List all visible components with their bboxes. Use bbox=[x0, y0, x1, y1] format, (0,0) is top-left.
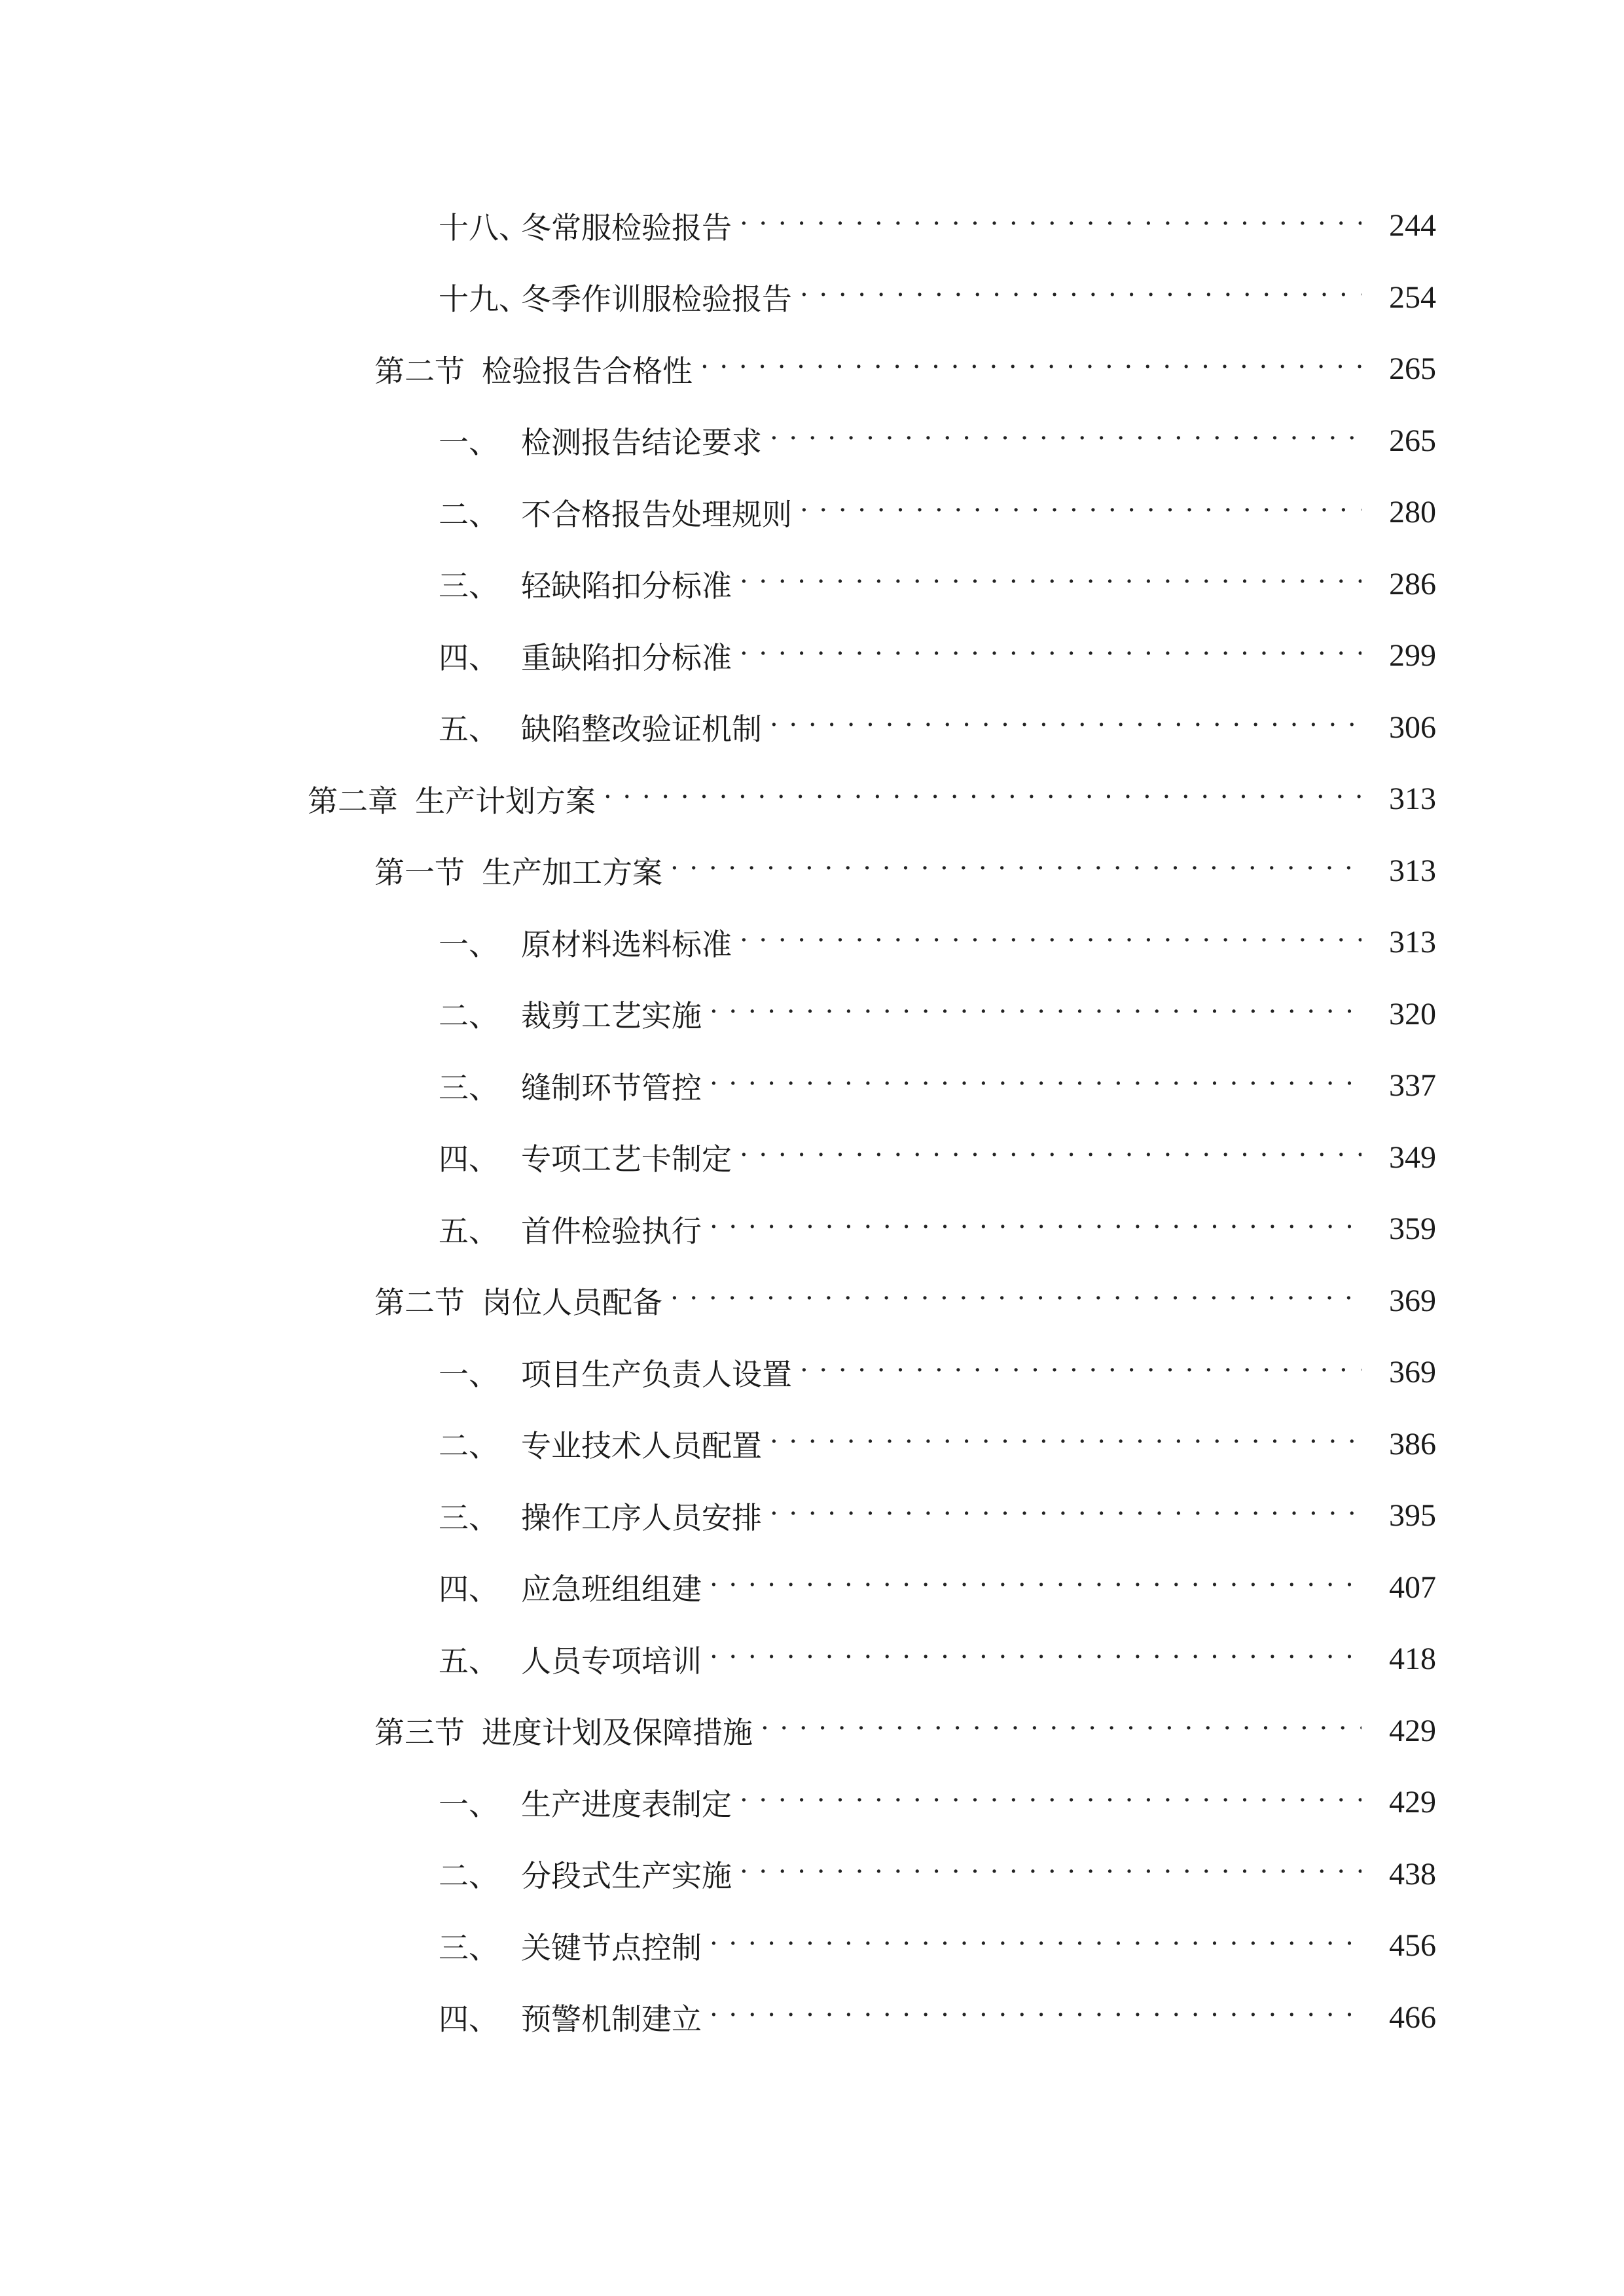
dot-leader bbox=[710, 1063, 1362, 1109]
dot-leader bbox=[604, 776, 1362, 822]
toc-entry-title: 人员专项培训 bbox=[521, 1643, 702, 1679]
dot-leader bbox=[740, 633, 1362, 679]
dot-leader bbox=[740, 1134, 1362, 1180]
toc-entry[interactable] bbox=[0, 978, 1624, 1050]
toc-entry-number: 一、 bbox=[439, 425, 499, 461]
toc-entry-title: 项目生产负责人设置 bbox=[521, 1356, 792, 1392]
toc-entry-page: 395 bbox=[1389, 1498, 1436, 1534]
toc-entry-page: 429 bbox=[1389, 1713, 1436, 1748]
toc-entry[interactable] bbox=[0, 1336, 1624, 1408]
dot-leader bbox=[710, 991, 1362, 1037]
toc-entry-page: 429 bbox=[1389, 1785, 1436, 1820]
dot-leader bbox=[710, 1206, 1362, 1252]
toc-entry-number: 四、 bbox=[439, 1571, 499, 1607]
toc-entry-title: 裁剪工艺实施 bbox=[521, 998, 702, 1034]
toc-entry-page: 337 bbox=[1389, 1068, 1436, 1103]
toc-entry-number: 四、 bbox=[439, 639, 499, 675]
toc-entry-title: 原材料选料标准 bbox=[521, 926, 732, 962]
toc-entry-page: 369 bbox=[1389, 1283, 1436, 1318]
dot-leader bbox=[800, 1350, 1362, 1395]
dot-leader bbox=[770, 418, 1362, 463]
toc-entry-page: 299 bbox=[1389, 638, 1436, 673]
toc-entry-page: 349 bbox=[1389, 1139, 1436, 1175]
toc-entry-page: 313 bbox=[1389, 925, 1436, 960]
toc-entry-number: 一、 bbox=[439, 926, 499, 962]
toc-entry[interactable] bbox=[0, 190, 1624, 262]
toc-section-entry[interactable] bbox=[0, 1265, 1624, 1337]
toc-entry-page: 359 bbox=[1389, 1211, 1436, 1247]
toc-entry[interactable] bbox=[0, 1552, 1624, 1624]
dot-leader bbox=[761, 1708, 1362, 1753]
toc-entry[interactable] bbox=[0, 1480, 1624, 1552]
toc-entry[interactable] bbox=[0, 476, 1624, 548]
toc-entry[interactable] bbox=[0, 262, 1624, 334]
toc-entry-page: 456 bbox=[1389, 1928, 1436, 1964]
dot-leader bbox=[740, 203, 1362, 249]
dot-leader bbox=[670, 1278, 1362, 1323]
toc-entry[interactable] bbox=[0, 692, 1624, 764]
toc-entry-title: 分段式生产实施 bbox=[521, 1858, 732, 1894]
toc-entry[interactable] bbox=[0, 1982, 1624, 2054]
toc-entry-title: 预警机制建立 bbox=[521, 2001, 702, 2037]
dot-leader bbox=[710, 1564, 1362, 1610]
toc-entry-title: 缝制环节管控 bbox=[521, 1069, 702, 1105]
toc-entry-title: 应急班组组建 bbox=[521, 1571, 702, 1607]
toc-entry-title: 重缺陷扣分标准 bbox=[521, 639, 732, 675]
toc-entry-page: 438 bbox=[1389, 1856, 1436, 1892]
toc-entry-page: 265 bbox=[1389, 423, 1436, 458]
dot-leader bbox=[740, 1780, 1362, 1825]
toc-entry-number: 二、 bbox=[439, 1858, 499, 1894]
toc-entry-number: 五、 bbox=[439, 711, 499, 747]
toc-entry-number: 四、 bbox=[439, 1141, 499, 1177]
toc-entry-title: 关键节点控制 bbox=[521, 1929, 702, 1965]
table-of-contents bbox=[0, 190, 1624, 2053]
toc-entry-title: 首件检验执行 bbox=[521, 1213, 702, 1249]
toc-entry-number: 三、 bbox=[439, 1069, 499, 1105]
toc-entry-number: 第一节 bbox=[374, 855, 465, 891]
toc-entry-page: 313 bbox=[1389, 853, 1436, 888]
dot-leader bbox=[740, 920, 1362, 965]
dot-leader bbox=[710, 1636, 1362, 1682]
toc-entry-page: 265 bbox=[1389, 351, 1436, 387]
toc-entry[interactable] bbox=[0, 1767, 1624, 1839]
toc-entry-page: 244 bbox=[1389, 208, 1436, 243]
toc-entry-page: 254 bbox=[1389, 279, 1436, 315]
toc-entry-page: 466 bbox=[1389, 2000, 1436, 2035]
dot-leader bbox=[770, 704, 1362, 750]
toc-entry-number: 十八、 bbox=[439, 209, 529, 245]
toc-entry-number: 四、 bbox=[439, 2001, 499, 2037]
toc-entry-title: 专项工艺卡制定 bbox=[521, 1141, 732, 1177]
toc-entry-page: 313 bbox=[1389, 781, 1436, 817]
dot-leader bbox=[710, 1994, 1362, 2040]
toc-entry-number: 五、 bbox=[439, 1213, 499, 1249]
toc-entry-title: 缺陷整改验证机制 bbox=[521, 711, 762, 747]
toc-entry-title: 生产进度表制定 bbox=[521, 1786, 732, 1822]
toc-entry-title: 检测报告结论要求 bbox=[521, 425, 762, 461]
toc-entry-number: 三、 bbox=[439, 1499, 499, 1535]
toc-entry-number: 三、 bbox=[439, 568, 499, 604]
toc-entry-number: 二、 bbox=[439, 496, 499, 532]
toc-entry-number: 一、 bbox=[439, 1356, 499, 1392]
toc-entry-page: 369 bbox=[1389, 1355, 1436, 1390]
toc-entry[interactable] bbox=[0, 1193, 1624, 1265]
dot-leader bbox=[740, 1851, 1362, 1897]
toc-section-entry[interactable] bbox=[0, 333, 1624, 405]
toc-entry-title: 操作工序人员安排 bbox=[521, 1499, 762, 1535]
toc-entry[interactable] bbox=[0, 548, 1624, 620]
dot-leader bbox=[700, 346, 1362, 392]
dot-leader bbox=[800, 490, 1362, 535]
toc-section-entry[interactable] bbox=[0, 1695, 1624, 1767]
toc-entry-page: 306 bbox=[1389, 709, 1436, 745]
dot-leader bbox=[670, 848, 1362, 893]
dot-leader bbox=[800, 274, 1362, 320]
toc-chapter-entry[interactable] bbox=[0, 763, 1624, 835]
toc-entry-page: 286 bbox=[1389, 566, 1436, 601]
toc-entry[interactable] bbox=[0, 1839, 1624, 1910]
toc-entry[interactable] bbox=[0, 906, 1624, 978]
toc-entry-number: 二、 bbox=[439, 998, 499, 1034]
toc-entry[interactable] bbox=[0, 1408, 1624, 1480]
dot-leader bbox=[710, 1923, 1362, 1969]
toc-entry-page: 407 bbox=[1389, 1570, 1436, 1605]
toc-entry-number: 十九、 bbox=[439, 281, 529, 317]
toc-entry-title: 冬季作训服检验报告 bbox=[521, 281, 792, 317]
toc-entry-title: 检验报告合格性 bbox=[482, 353, 693, 389]
toc-entry-page: 320 bbox=[1389, 996, 1436, 1031]
toc-section-entry[interactable] bbox=[0, 835, 1624, 907]
toc-entry-number: 五、 bbox=[439, 1643, 499, 1679]
dot-leader bbox=[770, 1493, 1362, 1539]
toc-entry-number: 第二节 bbox=[374, 1285, 465, 1321]
toc-entry-title: 不合格报告处理规则 bbox=[521, 496, 792, 532]
toc-entry-title: 冬常服检验报告 bbox=[521, 209, 732, 245]
toc-entry[interactable] bbox=[0, 405, 1624, 477]
toc-entry-title: 轻缺陷扣分标准 bbox=[521, 568, 732, 604]
toc-entry-title: 生产加工方案 bbox=[482, 855, 662, 891]
toc-entry-number: 第二节 bbox=[374, 353, 465, 389]
toc-entry[interactable] bbox=[0, 620, 1624, 692]
toc-entry-number: 二、 bbox=[439, 1428, 499, 1464]
toc-entry-title: 生产计划方案 bbox=[415, 783, 596, 819]
dot-leader bbox=[770, 1421, 1362, 1467]
toc-entry-page: 386 bbox=[1389, 1426, 1436, 1462]
toc-entry[interactable] bbox=[0, 1050, 1624, 1122]
toc-entry-page: 418 bbox=[1389, 1641, 1436, 1677]
toc-entry-title: 岗位人员配备 bbox=[482, 1285, 662, 1321]
toc-entry-number: 第二章 bbox=[308, 783, 398, 819]
dot-leader bbox=[740, 561, 1362, 607]
toc-entry[interactable] bbox=[0, 1122, 1624, 1194]
toc-entry-number: 一、 bbox=[439, 1786, 499, 1822]
toc-entry[interactable] bbox=[0, 1910, 1624, 1982]
toc-entry-title: 专业技术人员配置 bbox=[521, 1428, 762, 1464]
toc-entry-number: 三、 bbox=[439, 1929, 499, 1965]
toc-entry-number: 第三节 bbox=[374, 1715, 465, 1751]
toc-entry-page: 280 bbox=[1389, 495, 1436, 530]
toc-entry-title: 进度计划及保障措施 bbox=[482, 1715, 753, 1751]
toc-entry[interactable] bbox=[0, 1623, 1624, 1695]
